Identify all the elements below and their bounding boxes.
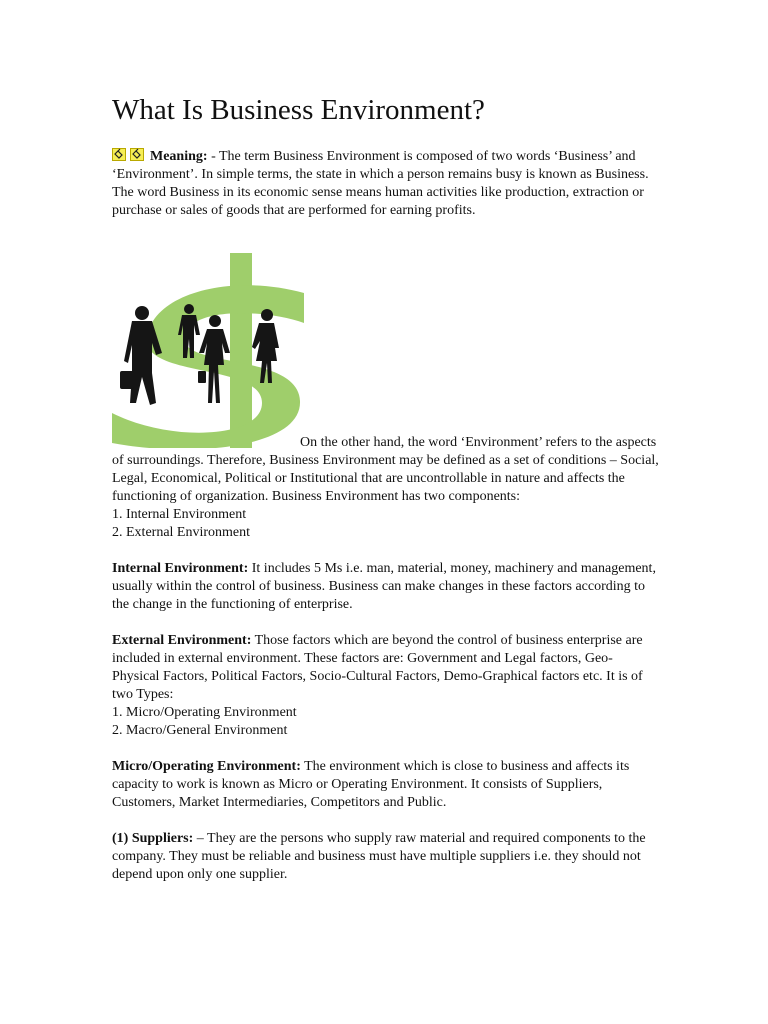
component-item: 2. External Environment <box>112 525 251 540</box>
environment-paragraph: On the other hand, the word ‘Environment’ refers to the aspects of surroundings. Therefore, Business Environment may be defined as a set of conditions – Social, Legal, Economical, Political or Institutional that are uncontrollable in nature and affects the functioning of organization. Business Environment has two components: <box>112 435 659 504</box>
suppliers-text: – They are the persons who supply raw material and required components to the company. They must be reliable and business must have multiple suppliers i.e. they should not depend upon only one supplier. <box>112 831 646 882</box>
micro-label: Micro/Operating Environment: <box>112 759 301 774</box>
page-title: What Is Business Environment? <box>112 94 485 126</box>
suppliers-paragraph <box>112 830 660 884</box>
bullet-icons <box>112 148 146 161</box>
micro-text: The environment which is close to business and affects its capacity to work is known as Micro or Operating Environment. It consists of Suppliers, Customers, Market Intermediaries, Competitors and Public. <box>112 759 630 810</box>
external-text: Those factors which are beyond the control of business enterprise are included in external environment. These factors are: Government and Legal factors, Geo-Physical Factors, Political Factors, Socio-Cultural Factors, Demo-Graphical factors etc. It is of two Types: <box>112 633 643 702</box>
external-environment-paragraph <box>112 632 660 704</box>
micro-environment-paragraph <box>112 758 660 812</box>
type-item: 1. Micro/Operating Environment <box>112 705 297 720</box>
internal-label: Internal Environment: <box>112 561 249 576</box>
environment-section <box>112 434 660 884</box>
meaning-label: Meaning: <box>150 149 208 164</box>
internal-text: It includes 5 Ms i.e. man, material, money, machinery and management, usually within the control of business. Business can make changes in these factors according to the change in the functioning of enterprise. <box>112 561 656 612</box>
internal-environment-paragraph <box>112 560 660 614</box>
component-item: 1. Internal Environment <box>112 507 247 522</box>
meaning-paragraph <box>112 148 660 220</box>
external-label: External Environment: <box>112 633 252 648</box>
type-item: 2. Macro/General Environment <box>112 723 288 738</box>
business-people-dollar-illustration <box>112 253 304 448</box>
meaning-text: - The term Business Environment is composed of two words ‘Business’ and ‘Environment’. In simple terms, the state in which a person remains busy is known as Business. The word Business in its economic sense means human activities like production, extraction or purchase or sales of goods that are performed for earning profits. <box>112 149 649 218</box>
suppliers-label: (1) Suppliers: <box>112 831 194 846</box>
